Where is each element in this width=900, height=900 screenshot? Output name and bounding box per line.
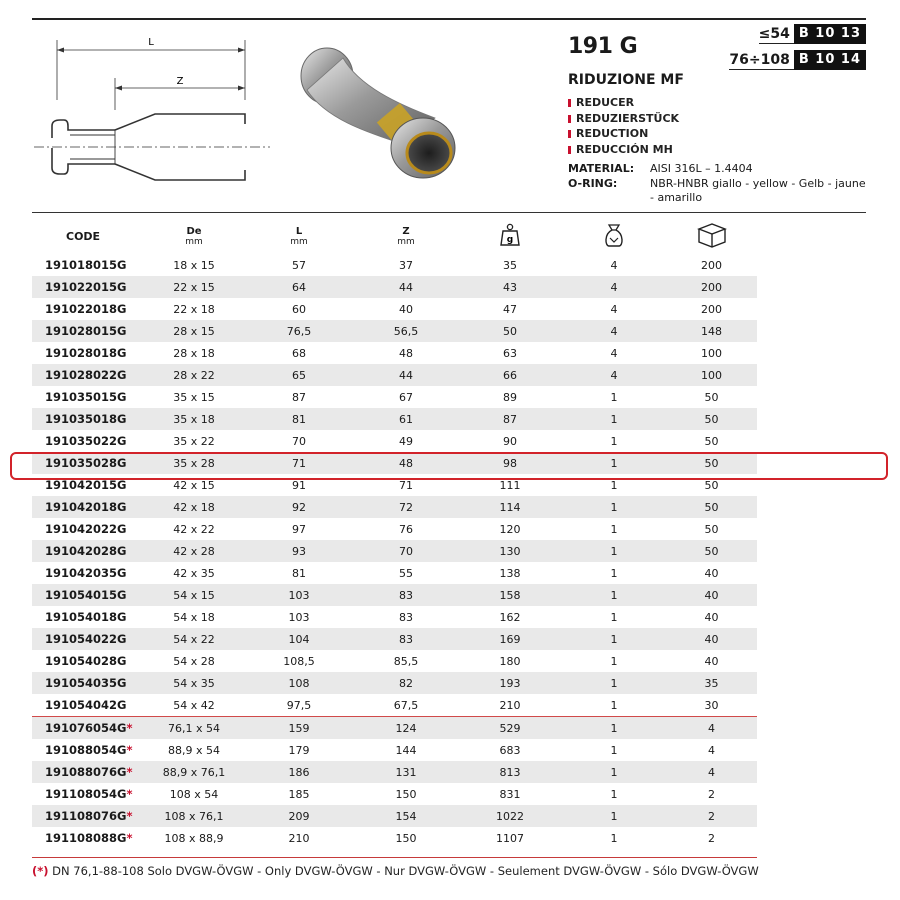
weight-g-icon: [499, 223, 521, 247]
header-de-label: De: [186, 225, 202, 237]
cell-z: 67: [399, 390, 413, 404]
cell-g: 813: [458, 761, 562, 783]
cell-box: 50: [666, 540, 757, 562]
cell-g: 90: [503, 434, 517, 448]
table-row: [32, 364, 757, 386]
cell-de: 18 x 15: [173, 258, 215, 272]
table-row: [32, 430, 757, 452]
cell-z: 150: [395, 787, 417, 801]
table-row: [32, 320, 757, 342]
product-code-text: 191108088G: [45, 831, 127, 845]
product-code-text: 191035015G: [45, 390, 127, 404]
weight-symbol: g: [506, 234, 514, 245]
table-row: [32, 342, 757, 364]
table-row: [32, 518, 757, 540]
cell-g: 138: [499, 566, 521, 580]
cell-de: 22 x 15: [144, 276, 244, 298]
cell-l: 65: [244, 364, 354, 386]
product-code-text: 191054028G: [45, 654, 127, 668]
table-row: [32, 298, 757, 320]
cell-g: 1022: [458, 805, 562, 827]
cell-l: 87: [292, 390, 306, 404]
cell-code: [32, 650, 144, 672]
cell-de: 35 x 15: [173, 390, 215, 404]
cell-z: 48: [354, 452, 458, 474]
product-code-text: 191028018G: [45, 346, 127, 360]
cell-l: 60: [292, 302, 306, 316]
header-weight: [458, 218, 562, 254]
table-row: [32, 276, 757, 298]
cell-code: [32, 628, 144, 650]
cell-l: 68: [292, 346, 306, 360]
cell-z: 83: [399, 610, 413, 624]
cell-bag: 4: [610, 346, 618, 360]
cell-z: 61: [354, 408, 458, 430]
cell-code: [32, 254, 144, 276]
cell-bag: 1: [562, 628, 666, 650]
cell-z: 56,5: [354, 320, 458, 342]
asterisk-mark: *: [126, 809, 133, 823]
cell-box: 40: [704, 610, 719, 624]
cell-z: 49: [399, 434, 413, 448]
cell-de: 108 x 76,1: [144, 805, 244, 827]
product-code-text: 191054018G: [45, 610, 127, 624]
cell-z: 48: [399, 346, 413, 360]
cell-g: 120: [499, 522, 521, 536]
cell-box: 40: [666, 628, 757, 650]
table-row: [32, 783, 757, 805]
table-row: [32, 761, 757, 783]
cell-code: [32, 672, 144, 694]
dimension-z: [115, 76, 245, 110]
cell-de: 54 x 42: [173, 698, 215, 712]
header-bag: [562, 218, 666, 254]
cell-g: 114: [458, 496, 562, 518]
cell-z: 124: [354, 717, 458, 740]
cell-z: 72: [354, 496, 458, 518]
cell-de: 28 x 15: [144, 320, 244, 342]
cell-l: 104: [244, 628, 354, 650]
cell-bag: 1: [610, 390, 618, 404]
cell-box: 40: [666, 584, 757, 606]
product-code-text: 191035022G: [45, 434, 127, 448]
product-code-text: 191042015G: [45, 478, 127, 492]
cell-bag: 1: [610, 654, 618, 668]
dimension-z-label: Z: [176, 76, 184, 87]
cell-z: 154: [354, 805, 458, 827]
cell-code: [32, 298, 144, 320]
product-code-text: 191018015G: [45, 258, 127, 272]
box-icon: [696, 221, 728, 249]
footnote-star: (*): [32, 864, 49, 878]
footnote-text: DN 76,1-88-108 Solo DVGW-ÖVGW - Only DVGW-ÖVGW - Nur DVGW-ÖVGW - Seulement DVGW-ÖVGW - Sólo DVGW-ÖVGW: [48, 864, 759, 878]
product-code-text: 191054015G: [45, 588, 127, 602]
cell-box: 30: [704, 698, 719, 712]
cell-bag: 1: [562, 672, 666, 694]
cell-g: 111: [499, 478, 521, 492]
cell-z: 70: [354, 540, 458, 562]
asterisk-mark: *: [126, 743, 133, 757]
cell-de: 28 x 22: [144, 364, 244, 386]
cell-l: 159: [244, 717, 354, 740]
cell-box: 100: [666, 364, 757, 386]
cell-code: [32, 827, 144, 849]
cell-bag: 4: [562, 276, 666, 298]
cell-code: [32, 562, 144, 584]
cell-z: 44: [354, 364, 458, 386]
cell-box: 50: [666, 496, 757, 518]
cell-box: 4: [666, 761, 757, 783]
product-code-text: 191108076G: [45, 809, 127, 823]
header-code: CODE: [66, 229, 101, 243]
table-row: [32, 805, 757, 827]
cell-code: [32, 717, 144, 740]
cell-bag: 1: [610, 787, 618, 801]
badge-range: 76÷108: [729, 51, 793, 70]
cell-code: [32, 606, 144, 628]
table-row: [32, 254, 757, 276]
product-code-text: 191088076G: [45, 765, 127, 779]
cell-z: 40: [399, 302, 413, 316]
cell-box: 200: [701, 258, 722, 272]
cell-l: 185: [288, 787, 310, 801]
asterisk-mark: *: [126, 831, 133, 845]
cell-bag: 4: [610, 302, 618, 316]
cell-bag: 1: [562, 805, 666, 827]
cell-l: 91: [292, 478, 306, 492]
header-l-label: L: [295, 225, 303, 237]
table-body: [32, 254, 757, 849]
cell-de: 35 x 22: [173, 434, 215, 448]
cell-l: 92: [244, 496, 354, 518]
badge-code: B 10 14: [794, 50, 866, 70]
cell-code: [32, 739, 144, 761]
table-row: [32, 650, 757, 672]
cell-l: 64: [244, 276, 354, 298]
cell-l: 209: [244, 805, 354, 827]
bottom-rule: [32, 857, 757, 858]
footnote: [32, 864, 759, 878]
cell-z: 67,5: [393, 698, 419, 712]
header-l: [244, 218, 354, 254]
cell-box: 40: [704, 566, 719, 580]
cell-l: 179: [288, 743, 310, 757]
cell-z: 144: [395, 743, 417, 757]
cell-g: 529: [458, 717, 562, 740]
cell-bag: 1: [562, 717, 666, 740]
cell-de: 22 x 18: [173, 302, 215, 316]
cell-l: 108,5: [283, 654, 315, 668]
cell-box: 2: [708, 787, 715, 801]
cell-code: [32, 518, 144, 540]
cell-g: 35: [503, 258, 517, 272]
cell-l: 81: [244, 408, 354, 430]
cell-bag: 1: [610, 743, 618, 757]
cell-box: 2: [708, 831, 715, 845]
oring-label: O-RING:: [568, 177, 618, 190]
table-row: [32, 628, 757, 650]
section-rule: [32, 212, 866, 213]
cell-g: 63: [503, 346, 517, 360]
product-name: RIDUZIONE MF: [568, 72, 684, 88]
cell-bag: 1: [562, 496, 666, 518]
cell-bag: 1: [610, 566, 618, 580]
badge-code: B 10 13: [794, 24, 866, 44]
cell-code: [32, 761, 144, 783]
table-row: [32, 540, 757, 562]
translation-de: REDUZIERSTÜCK: [568, 111, 679, 127]
header-z-label: Z: [402, 225, 410, 237]
cell-de: 54 x 28: [173, 654, 215, 668]
product-table: [32, 218, 757, 849]
cell-l: 210: [288, 831, 310, 845]
cell-box: 200: [666, 276, 757, 298]
cell-code: [32, 540, 144, 562]
cell-bag: 1: [610, 831, 618, 845]
cell-box: 148: [666, 320, 757, 342]
product-code-text: 191042028G: [45, 544, 127, 558]
cell-box: 50: [666, 408, 757, 430]
cell-code: [32, 584, 144, 606]
cell-l: 186: [244, 761, 354, 783]
product-translations: [568, 95, 679, 157]
cell-bag: 1: [562, 408, 666, 430]
cell-box: 40: [704, 654, 719, 668]
product-code-text: 191035018G: [45, 412, 127, 426]
cell-z: 85,5: [393, 654, 419, 668]
table-row: [32, 827, 757, 849]
cell-code: [32, 496, 144, 518]
cell-z: 44: [354, 276, 458, 298]
cell-box: 4: [708, 743, 715, 757]
product-code-text: 191042018G: [45, 500, 127, 514]
header-z-unit: mm: [397, 236, 415, 247]
product-code-text: 191088054G: [45, 743, 127, 757]
cell-box: 200: [701, 302, 722, 316]
cell-g: 831: [499, 787, 521, 801]
cell-code: [32, 320, 144, 342]
cell-l: 97,5: [286, 698, 312, 712]
product-code-text: 191108054G: [45, 787, 127, 801]
cell-de: 76,1 x 54: [144, 717, 244, 740]
material-label: MATERIAL:: [568, 162, 635, 175]
cell-z: 37: [399, 258, 413, 272]
cell-de: 54 x 35: [144, 672, 244, 694]
cell-l: 76,5: [244, 320, 354, 342]
cell-code: [32, 805, 144, 827]
cell-box: 50: [704, 390, 719, 404]
cell-code: [32, 386, 144, 408]
cell-g: 47: [503, 302, 517, 316]
cell-g: 683: [499, 743, 521, 757]
table-row: [32, 606, 757, 628]
cell-l: 93: [244, 540, 354, 562]
product-code-text: 191054042G: [45, 698, 127, 712]
cell-l: 103: [288, 610, 310, 624]
cell-code: [32, 430, 144, 452]
cell-de: 88,9 x 76,1: [144, 761, 244, 783]
cell-de: 42 x 22: [173, 522, 215, 536]
table-row: [32, 739, 757, 761]
table-row: [32, 672, 757, 694]
table-row: [32, 408, 757, 430]
cell-g: 66: [458, 364, 562, 386]
cell-de: 54 x 15: [144, 584, 244, 606]
cell-g: 43: [458, 276, 562, 298]
asterisk-mark: *: [126, 721, 133, 735]
badge-large-sizes: [729, 50, 866, 70]
product-code-text: 191035028G: [45, 456, 127, 470]
cell-bag: 1: [562, 584, 666, 606]
asterisk-mark: *: [126, 765, 133, 779]
cell-de: 108 x 88,9: [164, 831, 224, 845]
cell-g: 169: [458, 628, 562, 650]
cell-box: 100: [701, 346, 722, 360]
cell-g: 50: [458, 320, 562, 342]
cell-box: 50: [704, 478, 719, 492]
cell-l: 57: [292, 258, 306, 272]
cell-g: 89: [503, 390, 517, 404]
cell-bag: 1: [610, 478, 618, 492]
table-row: [32, 584, 757, 606]
cell-box: 35: [666, 672, 757, 694]
dimension-l-label: L: [148, 37, 154, 48]
cell-de: 42 x 28: [144, 540, 244, 562]
table-row: [32, 562, 757, 584]
badge-small-sizes: [759, 24, 866, 44]
table-row: [32, 496, 757, 518]
cell-z: 82: [354, 672, 458, 694]
cell-g: 210: [499, 698, 521, 712]
cell-z: 83: [354, 584, 458, 606]
cell-code: [32, 408, 144, 430]
material-value: AISI 316L – 1.4404: [650, 162, 753, 175]
cell-bag: 1: [610, 698, 618, 712]
cell-code: [32, 364, 144, 386]
cell-g: 98: [458, 452, 562, 474]
product-code-text: 191028022G: [45, 368, 127, 382]
oring-value: NBR-HNBR giallo - yellow - Gelb - jaune - amarillo: [650, 177, 866, 204]
product-code-text: 191028015G: [45, 324, 127, 338]
translation-en: REDUCER: [568, 95, 679, 111]
cell-l: 108: [244, 672, 354, 694]
header-de: [144, 218, 244, 254]
cell-code: [32, 783, 144, 805]
table-row: [32, 386, 757, 408]
header-box: [666, 218, 757, 254]
cell-l: 81: [292, 566, 306, 580]
table-row: [32, 717, 757, 740]
cell-box: 50: [666, 452, 757, 474]
cell-g: 158: [458, 584, 562, 606]
cell-de: 54 x 18: [173, 610, 215, 624]
cell-code: [32, 694, 144, 717]
cell-box: 4: [666, 717, 757, 740]
asterisk-mark: *: [126, 787, 133, 801]
cell-g: 130: [458, 540, 562, 562]
cell-bag: 1: [562, 540, 666, 562]
header-de-unit: mm: [185, 236, 203, 247]
highlight-box: [10, 452, 888, 480]
cell-bag: 1: [610, 610, 618, 624]
cell-z: 131: [354, 761, 458, 783]
header-l-unit: mm: [290, 236, 308, 247]
cell-de: 35 x 28: [144, 452, 244, 474]
cell-g: 1107: [496, 831, 524, 845]
cell-l: 97: [292, 522, 306, 536]
cell-g: 162: [499, 610, 521, 624]
cell-de: 28 x 18: [173, 346, 215, 360]
top-rule: [32, 18, 866, 20]
cell-code: [32, 276, 144, 298]
table-row: [32, 694, 757, 717]
cell-l: 70: [292, 434, 306, 448]
cell-bag: 4: [610, 258, 618, 272]
cell-g: 180: [499, 654, 521, 668]
product-code-text: 191076054G: [45, 721, 127, 735]
cell-de: 88,9 x 54: [168, 743, 220, 757]
cell-box: 50: [704, 434, 719, 448]
cell-g: 193: [458, 672, 562, 694]
cell-z: 150: [395, 831, 417, 845]
product-code-text: 191042022G: [45, 522, 127, 536]
cell-de: 35 x 18: [144, 408, 244, 430]
cell-l: 71: [244, 452, 354, 474]
cell-bag: 1: [610, 434, 618, 448]
product-code-text: 191054035G: [45, 676, 127, 690]
cell-box: 50: [704, 522, 719, 536]
dimension-l: [57, 37, 245, 100]
cell-box: 2: [666, 805, 757, 827]
cell-code: [32, 342, 144, 364]
header-z: [354, 218, 458, 254]
cell-de: 42 x 15: [173, 478, 215, 492]
bag-icon: [603, 222, 625, 248]
product-code-text: 191022018G: [45, 302, 127, 316]
cell-de: 54 x 22: [144, 628, 244, 650]
cell-bag: 1: [562, 452, 666, 474]
cell-z: 83: [354, 628, 458, 650]
cell-de: 42 x 35: [173, 566, 215, 580]
product-code: 191 G: [568, 34, 638, 59]
cell-bag: 1: [562, 761, 666, 783]
badge-range: ≤54: [759, 25, 794, 44]
cell-de: 108 x 54: [169, 787, 219, 801]
cell-z: 55: [399, 566, 413, 580]
product-code-text: 191022015G: [45, 280, 127, 294]
cell-bag: 1: [610, 522, 618, 536]
cell-z: 76: [399, 522, 413, 536]
product-code-text: 191042035G: [45, 566, 127, 580]
product-photo: [285, 40, 475, 190]
table-header-row: [32, 218, 757, 254]
product-code-text: 191054022G: [45, 632, 127, 646]
cell-z: 71: [399, 478, 413, 492]
translation-fr: REDUCTION: [568, 126, 679, 142]
cell-de: 42 x 18: [144, 496, 244, 518]
technical-drawing: [30, 30, 280, 200]
cell-l: 103: [244, 584, 354, 606]
cell-bag: 4: [562, 364, 666, 386]
cell-g: 87: [458, 408, 562, 430]
cell-bag: 4: [562, 320, 666, 342]
translation-es: REDUCCIÓN MH: [568, 142, 679, 158]
